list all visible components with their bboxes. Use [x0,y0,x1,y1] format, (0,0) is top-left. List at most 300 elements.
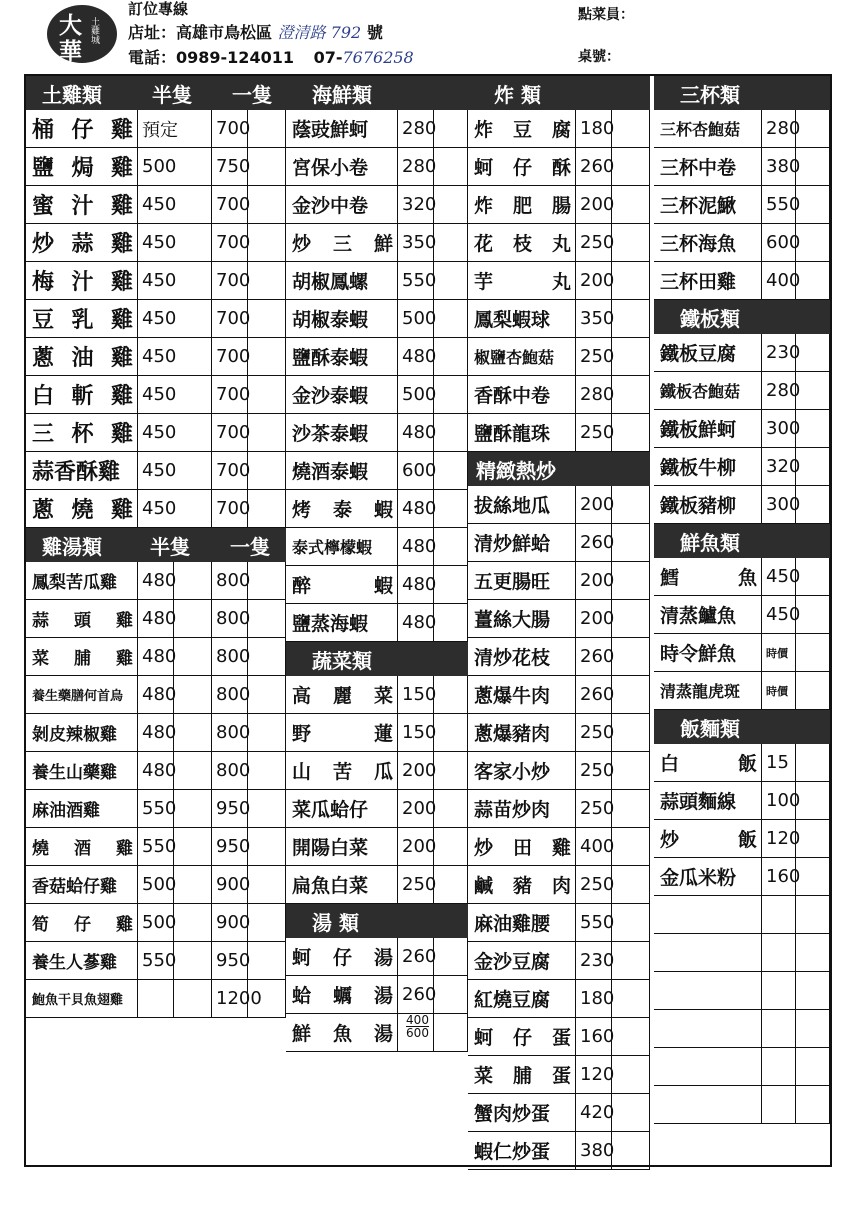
menu-header [0,0,861,70]
blank-cell [612,300,650,338]
phone-label: 電話：0989-124011 [128,48,294,67]
dish-name: 清炒花枝 [468,638,576,676]
whole-price: 800 [212,600,248,638]
blank-cell [654,1086,762,1124]
dish-name: 蔥爆豬肉 [468,714,576,752]
blank-cell [434,186,468,224]
dish-name: 清炒鮮蛤 [468,524,576,562]
dish-name: 豆 乳 雞 [26,300,138,338]
blank-cell [434,866,468,904]
phone2-handwritten: 7676258 [342,48,414,67]
soup-chicken-whole-label: 一隻 [230,534,270,559]
blank-cell [612,1018,650,1056]
blank-cell [248,638,286,676]
blank-cell [612,980,650,1018]
teppan-section-title: 鐵板類 [680,306,740,331]
price: 250 [576,414,612,452]
blank-cell [612,524,650,562]
half-price: 550 [138,790,174,828]
address-suffix: 號 [366,23,383,42]
price: 200 [576,186,612,224]
half-price: 550 [138,942,174,980]
price: 時價 [762,672,796,710]
order-taker-label: 點菜員： [578,7,634,23]
price: 200 [398,790,434,828]
blank-cell [796,634,830,672]
dish-name: 鹽酥泰蝦 [286,338,398,376]
price: 160 [762,858,796,896]
dish-name: 鹹 豬 肉 [468,866,576,904]
blank-cell [796,448,830,486]
price: 250 [576,790,612,828]
address-label: 店址：高雄市鳥松區 [128,23,273,42]
address-handwritten: 澄清路 792 [277,23,362,42]
price: 550 [398,262,434,300]
seafood-section-title: 海鮮類 [312,82,372,107]
blank-cell [434,604,468,642]
price: 180 [576,110,612,148]
price: 250 [576,224,612,262]
price: 380 [576,1132,612,1170]
dish-name: 扁魚白菜 [286,866,398,904]
dish-name: 高 麗 菜 [286,676,398,714]
price: 200 [398,752,434,790]
blank-cell [612,638,650,676]
half-price: 480 [138,752,174,790]
dish-name: 山 苦 瓜 [286,752,398,790]
price: 250 [576,338,612,376]
blank-cell [796,558,830,596]
blank-cell [174,752,212,790]
dish-name: 胡椒泰蝦 [286,300,398,338]
price: 400 [762,262,796,300]
price: 120 [576,1056,612,1094]
dish-name: 三 杯 雞 [26,414,138,452]
fried-section-title: 炸 類 [494,82,541,107]
dish-name: 椒鹽杏鮑菇 [468,338,576,376]
blank-cell [248,904,286,942]
price: 250 [398,866,434,904]
price: 時價 [762,634,796,672]
blank-cell [796,896,830,934]
dish-name: 菜 脯 雞 [26,638,138,676]
price: 200 [576,600,612,638]
price: 15 [762,744,796,782]
dish-name: 炸 豆 腐 [468,110,576,148]
dish-name: 金沙豆腐 [468,942,576,980]
price: 200 [576,262,612,300]
blank-cell [248,714,286,752]
blank-cell [612,600,650,638]
whole-price: 950 [212,790,248,828]
dish-name: 燒酒泰蝦 [286,452,398,490]
price: 200 [576,486,612,524]
chicken-whole-label: 一隻 [232,82,272,107]
dish-name: 蔥 燒 雞 [26,490,138,528]
dish-name: 時令鮮魚 [654,634,762,672]
half-price: 480 [138,638,174,676]
blank-cell [434,566,468,604]
dish-name: 炒 三 鮮 [286,224,398,262]
dish-name: 麻油酒雞 [26,790,138,828]
dish-name: 鹽蒸海蝦 [286,604,398,642]
blank-cell [248,600,286,638]
dish-name: 蔥爆牛肉 [468,676,576,714]
dish-name: 剝皮辣椒雞 [26,714,138,752]
dish-name: 薑絲大腸 [468,600,576,638]
dish-name: 蔥 油 雞 [26,338,138,376]
blank-cell [612,486,650,524]
dish-name: 炒 蒜 雞 [26,224,138,262]
dish-name: 炒 飯 [654,820,762,858]
blank-cell [434,676,468,714]
dish-name: 白 斬 雞 [26,376,138,414]
dish-name: 炸 肥 腸 [468,186,576,224]
whole-price: 950 [212,942,248,980]
half-price: 480 [138,714,174,752]
price: 260 [576,148,612,186]
dish-name: 麻油雞腰 [468,904,576,942]
price: 320 [762,448,796,486]
price: 280 [398,148,434,186]
dish-name: 梅 汁 雞 [26,262,138,300]
blank-cell [434,752,468,790]
blank-cell [796,262,830,300]
dish-name: 蒜香酥雞 [26,452,138,490]
half-price: 450 [138,300,212,338]
soup-chicken-half-label: 半隻 [150,534,190,559]
blank-cell [654,1048,762,1086]
price: 480 [398,528,434,566]
blank-cell [248,262,286,300]
half-price: 450 [138,452,212,490]
price: 200 [576,562,612,600]
price: 200 [398,828,434,866]
address-line [128,20,383,43]
price: 120 [762,820,796,858]
whole-price: 700 [212,186,248,224]
whole-price: 800 [212,676,248,714]
blank-cell [796,972,830,1010]
dish-name: 蜜 汁 雞 [26,186,138,224]
price: 150 [398,676,434,714]
blank-cell [248,866,286,904]
reservation-title: 訂位專線 [128,0,189,18]
price: 600 [398,452,434,490]
blank-cell [174,562,212,600]
dish-name: 清蒸鱸魚 [654,596,762,634]
blank-cell [796,334,830,372]
blank-cell [796,820,830,858]
logo-subtitle: 土雞城 [89,17,99,44]
dish-name: 三杯泥鰍 [654,186,762,224]
price: 480 [398,338,434,376]
sanbei-section-title: 三杯類 [680,82,740,107]
half-price: 450 [138,186,212,224]
price: 230 [762,334,796,372]
half-price: 550 [138,828,174,866]
blank-cell [612,262,650,300]
blank-cell [434,1014,468,1052]
dish-name: 蛤 蠣 湯 [286,976,398,1014]
blank-cell [612,148,650,186]
price: 260 [398,976,434,1014]
blank-cell [612,676,650,714]
price: 300 [762,486,796,524]
blank-cell [762,1086,796,1124]
blank-cell [248,562,286,600]
price-large: 600 [406,1026,429,1040]
blank-cell [762,1010,796,1048]
half-price: 450 [138,376,212,414]
whole-price: 700 [212,376,248,414]
blank-cell [762,934,796,972]
dish-name: 白 飯 [654,744,762,782]
menu-table [24,74,832,1167]
price: 260 [576,676,612,714]
whole-price: 900 [212,904,248,942]
blank-cell [434,300,468,338]
blank-cell [248,490,286,528]
blank-cell [612,562,650,600]
blank-cell [174,904,212,942]
blank-cell [612,1056,650,1094]
blank-cell [434,528,468,566]
blank-cell [434,828,468,866]
dish-name: 蚵 仔 酥 [468,148,576,186]
blank-cell [174,600,212,638]
price: 480 [398,490,434,528]
whole-price: 800 [212,714,248,752]
price: 180 [576,980,612,1018]
price: 380 [762,148,796,186]
half-price: 450 [138,338,212,376]
blank-cell [248,752,286,790]
dish-name: 三杯田雞 [654,262,762,300]
dish-name: 香酥中卷 [468,376,576,414]
blank-cell [612,338,650,376]
blank-cell [174,828,212,866]
blank-cell [796,1086,830,1124]
blank-cell [612,376,650,414]
whole-price: 700 [212,262,248,300]
half-price: 450 [138,262,212,300]
dish-name: 香菇蛤仔雞 [26,866,138,904]
blank-cell [796,744,830,782]
price: 280 [762,110,796,148]
whole-price: 700 [212,110,248,148]
price: 260 [576,638,612,676]
dish-name: 沙茶泰蝦 [286,414,398,452]
whole-price: 700 [212,338,248,376]
blank-cell [612,110,650,148]
dish-name: 桶 仔 雞 [26,110,138,148]
dish-name: 紅燒豆腐 [468,980,576,1018]
dish-name: 鐵板杏鮑菇 [654,372,762,410]
blank-cell [434,490,468,528]
price-small: 400 [406,1013,429,1027]
price: 600 [762,224,796,262]
half-price [138,980,174,1018]
price: 420 [576,1094,612,1132]
blank-cell [248,828,286,866]
soup-section-title: 湯 類 [312,910,359,935]
blank-cell [248,148,286,186]
blank-cell [654,896,762,934]
half-price: 450 [138,414,212,452]
price: 250 [576,752,612,790]
blank-cell [248,224,286,262]
soup-chicken-section-title: 雞湯類 [42,534,102,559]
blank-cell [174,790,212,828]
section-header [654,76,830,110]
blank-cell [174,714,212,752]
blank-cell [612,828,650,866]
dish-name: 鐵板牛柳 [654,448,762,486]
blank-cell [796,372,830,410]
stirfry-section-title: 精緻熱炒 [476,458,556,483]
half-price: 450 [138,490,212,528]
dish-name: 胡椒鳳螺 [286,262,398,300]
blank-cell [796,224,830,262]
dish-name: 野 蓮 [286,714,398,752]
dish-name: 客家小炒 [468,752,576,790]
blank-cell [248,300,286,338]
blank-cell [434,338,468,376]
dish-name: 醉 蝦 [286,566,398,604]
blank-cell [248,186,286,224]
dish-name: 金沙泰蝦 [286,376,398,414]
blank-cell [796,110,830,148]
dish-name: 開陽白菜 [286,828,398,866]
section-header [654,300,830,334]
dish-name: 鳳梨苦瓜雞 [26,562,138,600]
logo-char-2: 華 [59,39,82,65]
half-price: 480 [138,600,174,638]
price: 450 [762,558,796,596]
dish-name: 炒 田 雞 [468,828,576,866]
blank-cell [434,376,468,414]
blank-cell [762,1048,796,1086]
blank-cell [174,942,212,980]
blank-cell [612,1132,650,1170]
table-number-label: 桌號： [578,49,620,65]
blank-cell [248,676,286,714]
blank-cell [654,972,762,1010]
restaurant-logo [47,5,117,63]
blank-cell [248,110,286,148]
dish-name: 泰式檸檬蝦 [286,528,398,566]
veg-section-title: 蔬菜類 [312,648,372,673]
price: 160 [576,1018,612,1056]
dish-name: 三杯海魚 [654,224,762,262]
price: 480 [398,566,434,604]
blank-cell [434,938,468,976]
dish-name: 蔭豉鮮蚵 [286,110,398,148]
dish-name: 鐵板豬柳 [654,486,762,524]
blank-cell [796,148,830,186]
blank-cell [796,486,830,524]
dish-name: 花 枝 丸 [468,224,576,262]
price: 280 [398,110,434,148]
blank-cell [796,1010,830,1048]
dish-name: 養生藥膳何首烏 [26,676,138,714]
dish-name: 燒 酒 雞 [26,828,138,866]
dish-name: 筍 仔 雞 [26,904,138,942]
blank-cell [796,186,830,224]
dish-name: 鱈 魚 [654,558,762,596]
blank-cell [434,976,468,1014]
whole-price: 750 [212,148,248,186]
dish-name: 金沙中卷 [286,186,398,224]
blank-cell [612,714,650,752]
price: 230 [576,942,612,980]
blank-cell [612,866,650,904]
price: 400 [576,828,612,866]
blank-cell [248,452,286,490]
dish-name: 鳳梨蝦球 [468,300,576,338]
whole-price: 800 [212,638,248,676]
price-stack [398,1014,434,1052]
blank-cell [248,942,286,980]
half-price: 預定 [138,110,212,148]
dish-name: 烤 泰 蝦 [286,490,398,528]
section-header [654,710,830,744]
blank-cell [434,790,468,828]
whole-price: 700 [212,452,248,490]
fish-section-title: 鮮魚類 [680,530,740,555]
blank-cell [762,972,796,1010]
price: 280 [762,372,796,410]
half-price: 450 [138,224,212,262]
dish-name: 蚵 仔 蛋 [468,1018,576,1056]
dish-name: 鮑魚干貝魚翅雞 [26,980,138,1018]
dish-name: 蒜頭麵線 [654,782,762,820]
blank-cell [434,262,468,300]
dish-name: 鮮 魚 湯 [286,1014,398,1052]
blank-cell [612,904,650,942]
price: 350 [398,224,434,262]
whole-price: 700 [212,300,248,338]
dish-name: 蝦仁炒蛋 [468,1132,576,1170]
blank-cell [654,934,762,972]
blank-cell [796,934,830,972]
price: 500 [398,376,434,414]
blank-cell [174,866,212,904]
blank-cell [174,980,212,1018]
chicken-section-title: 土雞類 [42,82,102,107]
price: 260 [398,938,434,976]
blank-cell [612,1094,650,1132]
price: 480 [398,414,434,452]
section-header [26,76,286,110]
dish-name: 蒜苗炒肉 [468,790,576,828]
price: 100 [762,782,796,820]
half-price: 500 [138,866,174,904]
phone-line [128,45,414,68]
blank-cell [796,410,830,448]
price: 550 [762,186,796,224]
blank-cell [796,1048,830,1086]
blank-cell [654,1010,762,1048]
section-header [468,452,650,486]
whole-price: 800 [212,752,248,790]
price: 150 [398,714,434,752]
section-header [654,524,830,558]
blank-cell [762,896,796,934]
price: 450 [762,596,796,634]
blank-cell [174,638,212,676]
